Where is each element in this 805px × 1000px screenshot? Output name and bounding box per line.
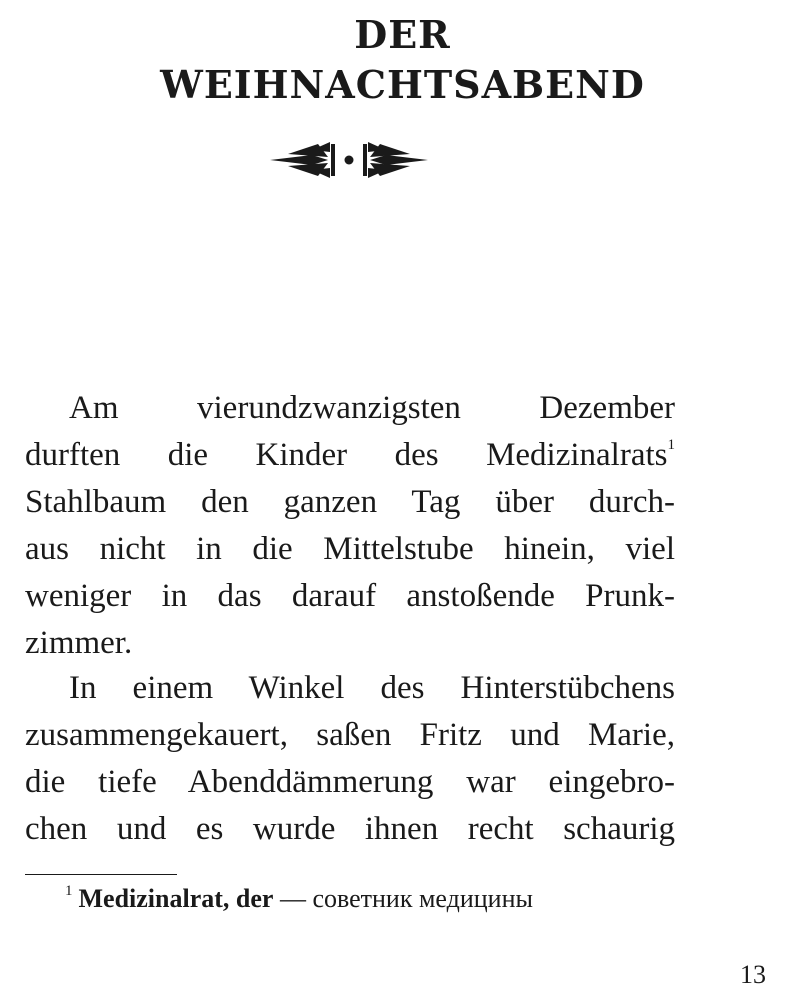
text-line: zusammengekauert, saßen Fritz und Marie,	[25, 717, 675, 753]
text-line: Am vierundzwanzigsten Dezember	[69, 390, 675, 426]
footnote-dash: —	[279, 884, 306, 913]
text-line: In einem Winkel des Hinterstübchens	[69, 670, 675, 706]
paragraph-1	[25, 385, 675, 667]
chapter-title-line-2: WEIHNACHTSABEND	[160, 62, 645, 107]
text-line: aus nicht in die Mittelstube hinein, viel	[25, 531, 675, 567]
text-line: Stahlbaum den ganzen Tag über durch-	[25, 484, 675, 520]
chapter-title-line-1: DER	[354, 12, 451, 57]
footnote	[65, 883, 533, 914]
footnote-term: Medizinalrat, der	[78, 884, 274, 913]
page-number: 13	[740, 960, 766, 989]
footnote-translation: советник медицины	[312, 884, 533, 913]
footnote-marker: 1	[667, 437, 675, 453]
text-line: chen und es wurde ihnen recht schaurig	[25, 811, 675, 847]
footnote-number: 1	[65, 883, 73, 899]
decorative-divider-ornament-icon	[268, 138, 430, 182]
text-line: weniger in das darauf anstoßende Prunk-	[25, 578, 675, 614]
text-line: durften die Kinder des Medizinalrats$^1$	[25, 437, 675, 473]
paragraph-2	[25, 665, 675, 853]
text-line: die tiefe Abenddämmerung war eingebro-	[25, 764, 675, 800]
text-line: zimmer.	[25, 625, 133, 661]
footnote-separator	[25, 874, 177, 875]
